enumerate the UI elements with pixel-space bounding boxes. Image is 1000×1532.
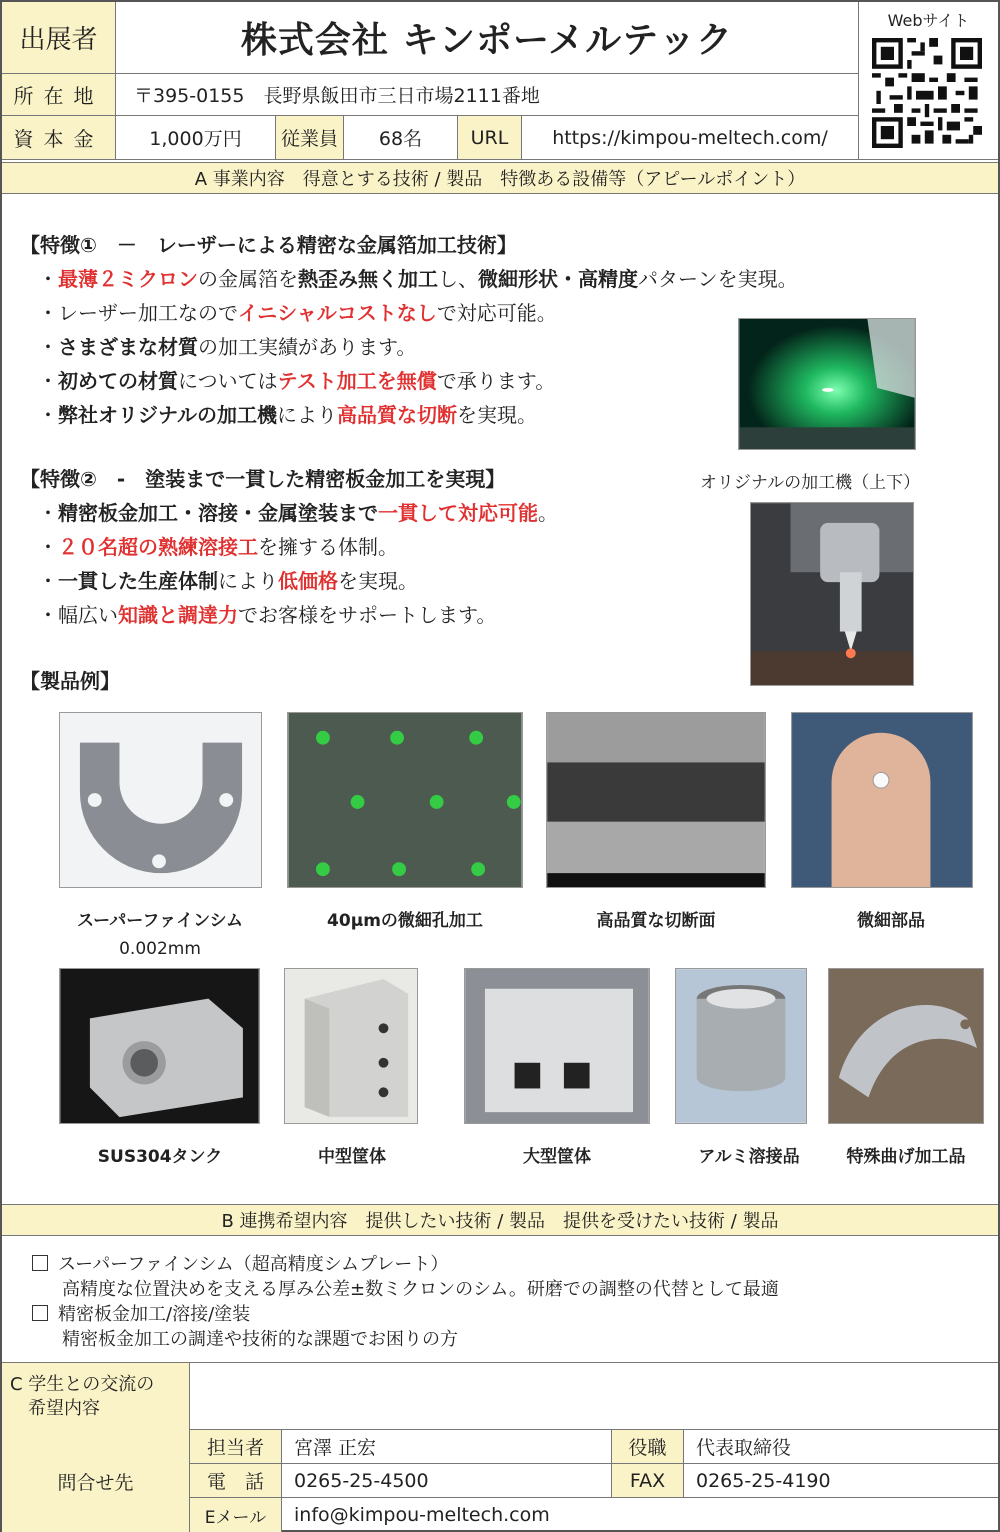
employees: 68名 bbox=[344, 116, 458, 160]
product-caption-9: 特殊曲げ加工品 bbox=[846, 1147, 966, 1167]
section-c-row bbox=[2, 1362, 998, 1430]
product-photo-aluminum-weld bbox=[675, 968, 807, 1124]
product-caption-5: SUS304タンク bbox=[97, 1147, 223, 1167]
feature-2-item-3: ・ 一貫した生産体制 により 低価格 を実現。 bbox=[38, 568, 418, 593]
url-label: URL bbox=[458, 116, 522, 160]
collab-item-2[interactable]: 精密板金加工/溶接/塗装 bbox=[32, 1300, 779, 1325]
product-photo-tank bbox=[59, 968, 260, 1124]
product-photo-micro-part bbox=[791, 712, 973, 888]
feature-2 bbox=[20, 460, 558, 630]
capital: 1,000万円 bbox=[116, 116, 276, 160]
product-photo-micro-holes bbox=[287, 712, 523, 888]
feature-2-item-1: ・ 精密板金加工・溶接・金属塗装まで 一貫して対応可能 。 bbox=[38, 500, 558, 525]
product-caption-4: 微細部品 bbox=[857, 911, 925, 931]
role: 代表取締役 bbox=[684, 1430, 998, 1464]
product-photo-cut-surface bbox=[546, 712, 766, 888]
feature-1-item-4: ・ 初めての材質 については テスト加工を無償 で承ります。 bbox=[38, 368, 556, 393]
shim-thickness: 0.002mm bbox=[119, 939, 201, 959]
collab-item-1[interactable]: スーパーファインシム（超高精度シムプレート） bbox=[32, 1250, 779, 1275]
product-caption-2: 40μmの微細孔加工 bbox=[327, 911, 483, 931]
company-name: 株式会社 キンポーメルテック bbox=[116, 2, 859, 74]
feature-2-item-2: ・ ２０名超の熟練溶接工 を擁する体制。 bbox=[38, 534, 398, 559]
feature-1-item-1: ・ 最薄２ミクロン の金属箔を 熱歪み無く加工 し、 微細形状・高精度 パターンを実現。 bbox=[38, 266, 798, 291]
checkbox-2[interactable] bbox=[32, 1305, 48, 1321]
product-photo-large-housing bbox=[464, 968, 650, 1124]
product-caption-7: 大型筐体 bbox=[523, 1147, 591, 1167]
address-label: 所在地 bbox=[2, 74, 116, 116]
tel-number[interactable]: 0265-25-4500 bbox=[282, 1464, 612, 1498]
machine-caption: オリジナルの加工機（上下） bbox=[699, 473, 921, 493]
feature-1-item-2: ・レーザー加工なので イニシャルコストなし で対応可能。 bbox=[38, 300, 557, 325]
tel-label: 電 話 bbox=[190, 1464, 282, 1498]
contact-label: 問合せ先 bbox=[2, 1430, 190, 1532]
email-label: Eメール bbox=[190, 1498, 282, 1532]
role-label: 役職 bbox=[612, 1430, 684, 1464]
feature-1-item-5: ・ 弊社オリジナルの加工機 により 高品質な切断 を実現。 bbox=[38, 402, 537, 427]
section-b-title: B 連携希望内容 提供したい技術 / 製品 提供を受けたい技術 / 製品 bbox=[2, 1204, 998, 1236]
product-caption-3: 高品質な切断面 bbox=[596, 911, 716, 931]
email-address[interactable]: info@kimpou-meltech.com bbox=[294, 1504, 550, 1526]
feature-1-list bbox=[20, 260, 798, 430]
feature-2-list bbox=[20, 494, 558, 630]
web-label: Webサイト bbox=[887, 11, 970, 30]
exhibitor-label: 出展者 bbox=[2, 2, 116, 74]
capital-label: 資本金 bbox=[2, 116, 116, 160]
feature-1-item-3: ・ さまざまな材質 の加工実績があります。 bbox=[38, 334, 417, 359]
fax-number: 0265-25-4190 bbox=[684, 1464, 998, 1498]
feature-2-item-4: ・幅広い 知識と調達力 でお客様をサポートします。 bbox=[38, 602, 497, 627]
collab-item-1-desc: 高精度な位置決めを支える厚み公差±数ミクロンのシム。研磨での調整の代替として最適 bbox=[62, 1278, 779, 1300]
product-photo-mid-housing bbox=[284, 968, 418, 1124]
checkbox-1[interactable] bbox=[32, 1255, 48, 1271]
employees-label: 従業員 bbox=[276, 116, 344, 160]
url-link[interactable]: https://kimpou-meltech.com/ bbox=[522, 116, 859, 160]
person-name: 宮澤 正宏 bbox=[282, 1430, 612, 1464]
address: 〒395-0155 長野県飯田市三日市場2111番地 bbox=[116, 74, 859, 116]
qr-code-icon[interactable] bbox=[872, 38, 982, 148]
products-heading: 【製品例】 bbox=[20, 668, 120, 693]
product-caption-8: アルミ溶接品 bbox=[698, 1147, 800, 1167]
laser-machine-photo bbox=[738, 318, 916, 450]
welding-machine-photo bbox=[750, 502, 914, 686]
section-c-title: C 学生との交流の 希望内容 bbox=[2, 1363, 190, 1430]
fax-label: FAX bbox=[612, 1464, 684, 1498]
product-photo-special-bend bbox=[828, 968, 984, 1124]
feature-1-heading: 【特徴① － レーザーによる精密な金属箔加工技術】 bbox=[20, 232, 517, 257]
product-caption-6: 中型筐体 bbox=[318, 1147, 386, 1167]
person-label: 担当者 bbox=[190, 1430, 282, 1464]
feature-2-heading: 【特徴② - 塗装まで一貫した精密板金加工を実現】 bbox=[20, 466, 506, 491]
section-b-list bbox=[32, 1250, 779, 1350]
product-photo-shim bbox=[59, 712, 262, 888]
section-a-title: A 事業内容 得意とする技術 / 製品 特徴ある設備等（アピールポイント） bbox=[2, 162, 998, 194]
feature-1 bbox=[20, 226, 798, 430]
product-caption-1: スーパーファインシム bbox=[76, 911, 243, 931]
collab-item-2-desc: 精密板金加工の調達や技術的な課題でお困りの方 bbox=[62, 1328, 458, 1350]
